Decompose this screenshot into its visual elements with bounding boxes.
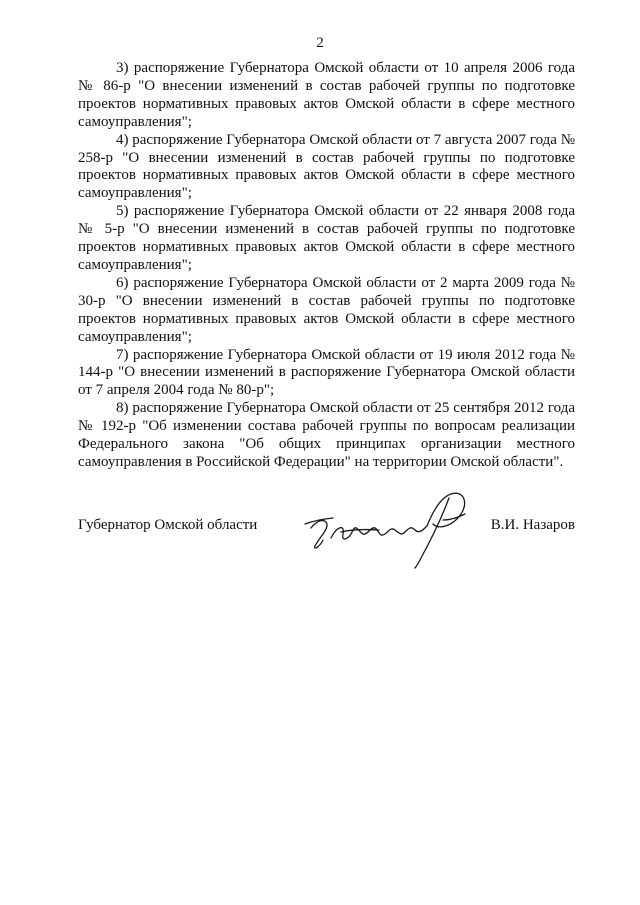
signature-block — [78, 480, 575, 570]
list-item-5: 5) распоряжение Губернатора Омской области от 22 января 2008 года № 5-р "О внесении изменений в состав рабочей группы по подготовке проектов нормативных правовых актов Омской области в сфере местного самоуправления"; — [78, 203, 575, 273]
signer-name: В.И. Назаров — [490, 517, 575, 533]
list-item-3: 3) распоряжение Губернатора Омской области от 10 апреля 2006 года № 86-р "О внесении изменений в состав рабочей группы по подготовке проектов нормативных правовых актов Омской области в сфере местного самоуправления"; — [78, 60, 575, 130]
list-item-8: 8) распоряжение Губернатора Омской области от 25 сентября 2012 года № 192-р "Об изменении состава рабочей группы по вопросам реализации Федерального закона "Об общих принципах организации местного самоуправления в Российской Федерации" на территории Омской области". — [78, 400, 575, 470]
list-item-7: 7) распоряжение Губернатора Омской области от 19 июля 2012 года № 144-р "О внесении изменений в распоряжение Губернатора Омской области от 7 апреля 2004 года № 80-р"; — [78, 346, 575, 399]
handwritten-signature-icon — [293, 480, 478, 570]
document-body — [78, 60, 575, 472]
signer-title: Губернатор Омской области — [78, 517, 258, 533]
page-number: 2 — [316, 35, 324, 51]
list-item-4: 4) распоряжение Губернатора Омской области от 7 августа 2007 года № 258-р "О внесении изменений в состав рабочей группы по подготовке проектов нормативных правовых актов Омской области в сфере местного самоуправления"; — [78, 131, 576, 202]
list-item-6: 6) распоряжение Губернатора Омской области от 2 марта 2009 года № 30-р "О внесении изменений в состав рабочей группы по подготовке проектов нормативных правовых актов Омской области в сфере местного самоуправления"; — [78, 274, 575, 345]
